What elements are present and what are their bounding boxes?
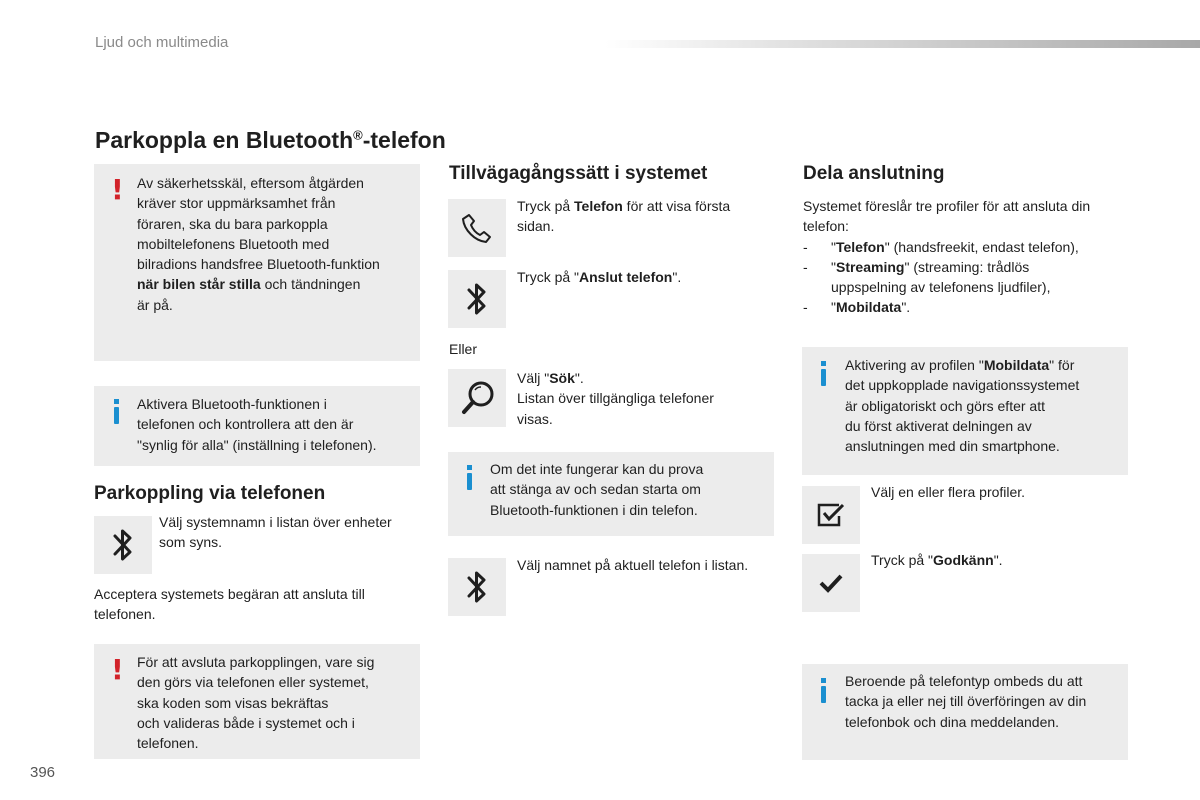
- bold-text: Mobildata: [983, 357, 1050, 373]
- profile-list-item: [803, 257, 1143, 277]
- profile-list-item: [803, 237, 1143, 257]
- page-title-suffix: -telefon: [362, 127, 446, 153]
- info-box-mobile-data: [802, 347, 1128, 475]
- list-dash: -: [803, 299, 808, 316]
- text-span: Aktivering av profilen ": [845, 357, 984, 373]
- text-line: [137, 274, 422, 294]
- accept-button: [802, 554, 860, 612]
- warning-box-pairing-code: [94, 644, 420, 759]
- page-number: 396: [30, 764, 56, 781]
- heading-share-connection: Dela anslutning: [803, 163, 945, 184]
- step-select-phone-name: Välj namnet på aktuell telefon i listan.: [517, 557, 749, 573]
- bold-text: Sök: [549, 370, 575, 386]
- list-text: [831, 297, 910, 317]
- text-line: För att avsluta parkopplingen, vare sig: [137, 654, 375, 670]
- text-span: ".: [574, 370, 584, 386]
- text-span: Välj ": [517, 370, 550, 386]
- text-span: ".: [993, 552, 1003, 568]
- text-line: [517, 267, 777, 287]
- text-line: [517, 368, 777, 388]
- bluetooth-button: [448, 270, 506, 328]
- text-span: ": [831, 238, 836, 255]
- info-icon-dot: [821, 361, 826, 366]
- text-line: som syns.: [159, 534, 223, 551]
- list-text: uppspelning av telefonens ljudfiler),: [831, 279, 1051, 296]
- info-icon: [821, 369, 826, 386]
- text-line: Beroende på telefontyp ombeds du att: [845, 673, 1083, 689]
- bluetooth-button: [448, 558, 506, 616]
- profiles-checkbox-button: [802, 486, 860, 544]
- page-title: [95, 127, 446, 154]
- text-line: visas.: [517, 410, 553, 427]
- warning-box-safety: [94, 164, 420, 361]
- text-line: ska koden som visas bekräftas: [137, 694, 329, 711]
- info-icon: [114, 407, 119, 424]
- bold-text: Telefon: [574, 198, 623, 214]
- text-line: Aktivera Bluetooth-funktionen i: [137, 396, 327, 412]
- text-line: Bluetooth-funktionen i din telefon.: [490, 501, 698, 518]
- header-gradient-bar: [605, 40, 1200, 48]
- list-dash: -: [803, 238, 808, 255]
- text-span: " (handsfreekit, endast telefon),: [884, 238, 1079, 255]
- text-span: ": [831, 299, 836, 316]
- step-select-profiles: Välj en eller flera profiler.: [871, 484, 1026, 500]
- warning-text-pairing-code: [137, 652, 422, 753]
- text-line: anslutningen med din smartphone.: [845, 438, 1060, 455]
- search-icon: [457, 378, 497, 418]
- text-line: föraren, ska du bara parkoppla: [137, 215, 328, 232]
- list-dash: -: [803, 258, 808, 275]
- text-line: Om det inte fungerar kan du prova: [490, 461, 704, 477]
- step-connect-phone: [517, 267, 777, 287]
- text-line: tacka ja eller nej till överföringen av din: [845, 693, 1087, 710]
- text-line: Av säkerhetsskäl, eftersom åtgärden: [137, 175, 364, 191]
- step-press-accept: [871, 550, 1131, 570]
- telephone-button: [448, 199, 506, 257]
- text-line: att stänga av och sedan starta om: [490, 481, 701, 498]
- text-line: mobiltelefonens Bluetooth med: [137, 235, 330, 252]
- bluetooth-button: [94, 516, 152, 574]
- text-span: och tändningen: [260, 276, 361, 293]
- text-line: telefonbok och dina meddelanden.: [845, 713, 1060, 730]
- text-span: för att visa första: [622, 198, 731, 214]
- section-label: Ljud och multimedia: [95, 34, 229, 51]
- bold-text: när bilen står stilla: [137, 276, 261, 293]
- text-line: Acceptera systemets begäran att ansluta till: [94, 586, 365, 602]
- step-select-system-name: [159, 512, 424, 553]
- info-icon: [821, 686, 826, 703]
- text-line: den görs via telefonen eller systemet,: [137, 674, 369, 691]
- info-box-activate-bluetooth: [94, 386, 420, 466]
- warning-icon: !: [111, 653, 124, 686]
- text-line: sidan.: [517, 218, 555, 235]
- text-span: ": [831, 258, 836, 275]
- text-span: " (streaming: trådlös: [904, 258, 1030, 275]
- text-line: är på.: [137, 296, 173, 313]
- text-line: du först aktiverat delningen av: [845, 417, 1032, 434]
- bold-text: Anslut telefon: [579, 269, 673, 285]
- warning-text-safety: [137, 173, 422, 315]
- text-line: [845, 355, 1125, 375]
- bold-text: Telefon: [835, 238, 885, 255]
- info-icon: [467, 473, 472, 490]
- text-line: [871, 550, 1131, 570]
- text-line: bilradions handsfree Bluetooth-funktion: [137, 256, 380, 273]
- warning-icon: !: [111, 173, 124, 206]
- bold-text: Streaming: [835, 258, 905, 275]
- text-line: [517, 196, 777, 216]
- text-span: Tryck på: [517, 198, 575, 214]
- info-text-mobile-data: [845, 355, 1125, 456]
- text-line: telefonen och kontrollera att den är: [137, 416, 354, 433]
- text-line: Listan över tillgängliga telefoner: [517, 390, 714, 407]
- profiles-intro: [803, 196, 1143, 318]
- phone-icon: [460, 211, 494, 245]
- bold-text: Godkänn: [933, 552, 994, 568]
- text-line: telefonen.: [137, 735, 199, 752]
- bluetooth-icon: [467, 280, 487, 318]
- text-line: det uppkopplade navigationssystemet: [845, 377, 1080, 394]
- text-line: Systemet föreslår tre profiler för att ansluta din: [803, 198, 1091, 214]
- info-text-activate-bluetooth: [137, 394, 422, 455]
- info-text-phonebook-transfer: [845, 671, 1125, 732]
- text-line: och valideras både i systemet och i: [137, 714, 355, 731]
- step-search: [517, 368, 777, 429]
- list-text: [831, 237, 1079, 257]
- text-line: kräver stor uppmärksamhet från: [137, 195, 336, 212]
- text-span: " för: [1049, 357, 1075, 373]
- text-line: telefon:: [803, 218, 849, 235]
- text-span: ".: [672, 269, 682, 285]
- text-span: Tryck på ": [871, 552, 934, 568]
- bluetooth-icon: [467, 568, 487, 606]
- list-text: [831, 257, 1029, 277]
- search-button: [448, 369, 506, 427]
- page-title-text: Parkoppla en Bluetooth: [95, 127, 354, 153]
- accept-request-text: [94, 584, 424, 625]
- registered-mark: ®: [353, 127, 363, 143]
- info-text-restart-bluetooth: [490, 459, 770, 520]
- list-indent: [803, 277, 831, 297]
- checkbox-icon: [816, 502, 846, 528]
- bold-text: Mobildata: [835, 299, 902, 316]
- text-span: ".: [901, 299, 911, 316]
- info-icon-dot: [114, 399, 119, 404]
- bluetooth-icon: [113, 526, 133, 564]
- heading-procedure-in-system: Tillvägagångssätt i systemet: [449, 163, 708, 184]
- checkmark-icon: [818, 572, 844, 594]
- profile-list-item-continuation: [803, 277, 1143, 297]
- profile-list-item: [803, 297, 1143, 317]
- heading-pairing-via-phone: Parkoppling via telefonen: [94, 483, 326, 504]
- text-line: telefonen.: [94, 606, 156, 623]
- info-box-restart-bluetooth: [448, 452, 774, 536]
- or-text: Eller: [449, 341, 478, 357]
- text-span: Tryck på ": [517, 269, 580, 285]
- text-line: är obligatoriskt och görs efter att: [845, 397, 1045, 414]
- info-icon-dot: [821, 678, 826, 683]
- step-press-telephone: [517, 196, 777, 237]
- info-box-phonebook-transfer: [802, 664, 1128, 760]
- text-line: Välj systemnamn i listan över enheter: [159, 514, 392, 530]
- info-icon-dot: [467, 465, 472, 470]
- text-line: "synlig för alla" (inställning i telefonen).: [137, 436, 377, 453]
